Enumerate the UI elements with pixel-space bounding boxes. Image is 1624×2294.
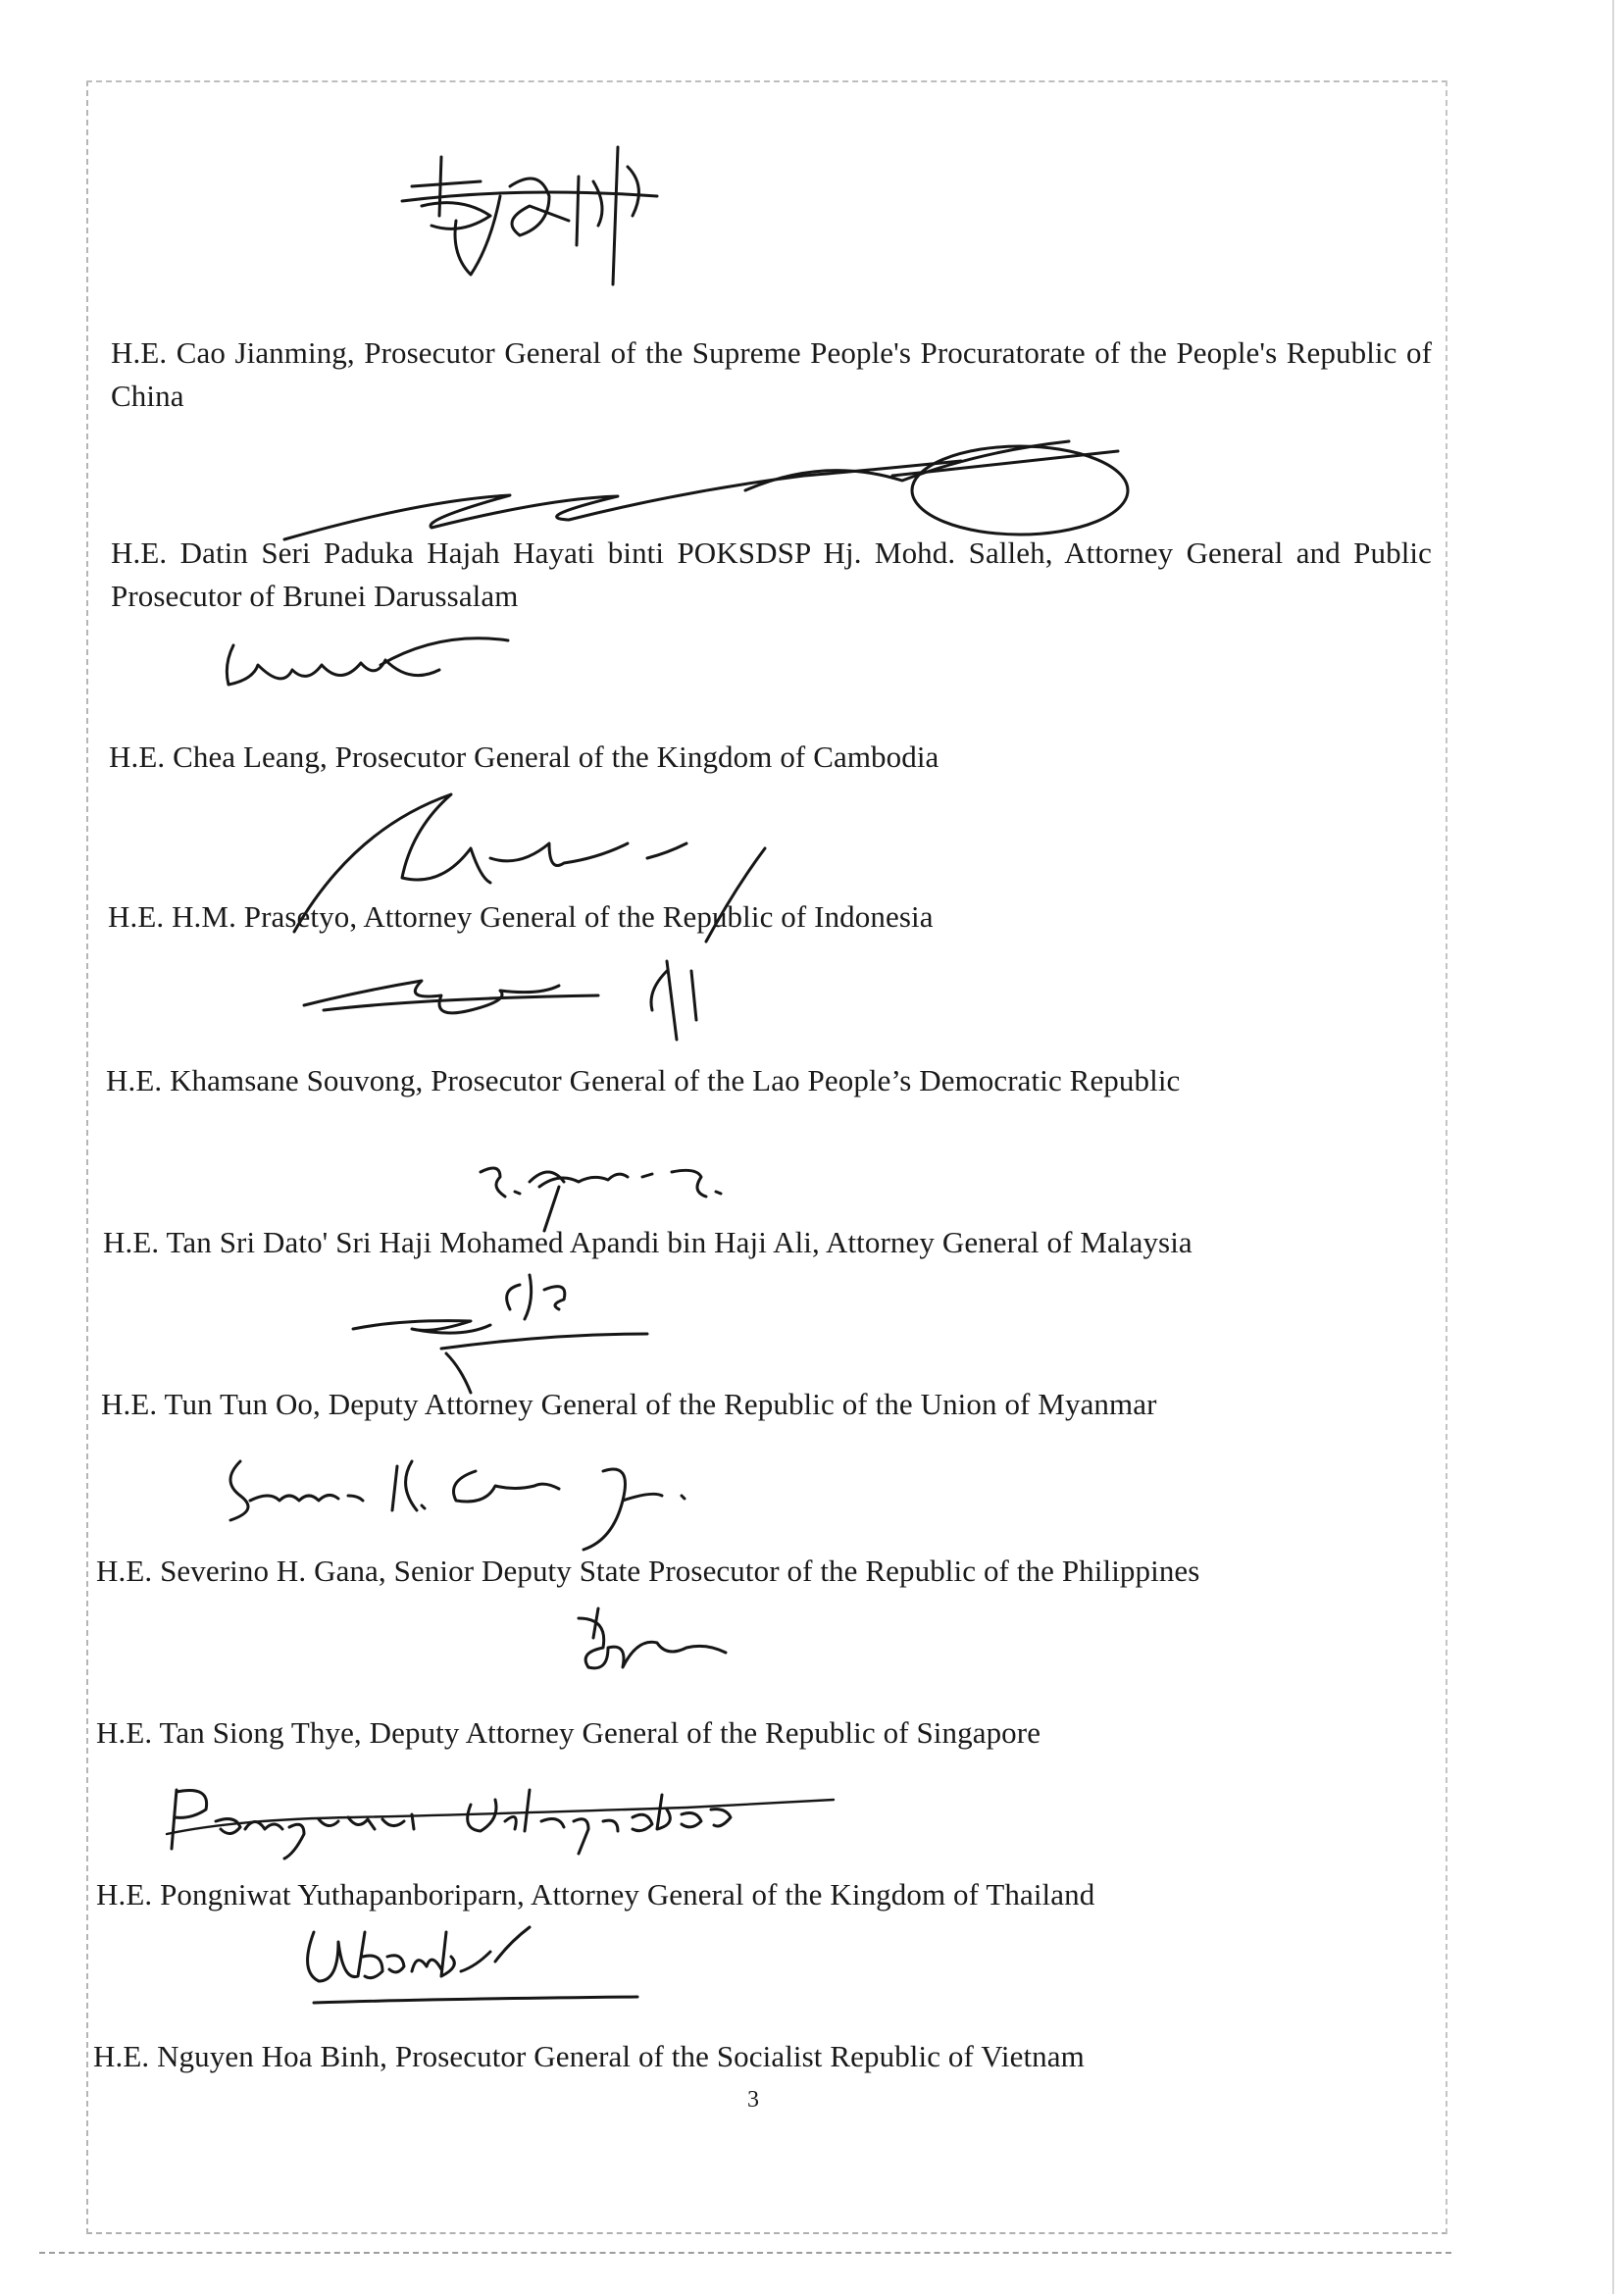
signatory-thailand: H.E. Pongniwat Yuthapanboriparn, Attorney General of the Kingdom of Thailand xyxy=(96,1877,1095,1912)
signatory-china: H.E. Cao Jianming, Prosecutor General of the Supreme People's Procuratorate of the People's Republic of China xyxy=(111,335,1432,413)
signature-cambodia xyxy=(214,626,528,704)
signatory-vietnam: H.E. Nguyen Hoa Binh, Prosecutor General of the Socialist Republic of Vietnam xyxy=(93,2039,1085,2073)
signatory-indonesia: H.E. H.M. Prasetyo, Attorney General of the Republic of Indonesia xyxy=(108,899,934,934)
signatory-singapore: H.E. Tan Siong Thye, Deputy Attorney General of the Republic of Singapore xyxy=(96,1715,1041,1750)
signature-brunei xyxy=(275,422,1157,549)
signatory-malaysia: H.E. Tan Sri Dato' Sri Haji Mohamed Apandi bin Haji Ali, Attorney General of Malaysia xyxy=(103,1225,1193,1259)
signatory-brunei: H.E. Datin Seri Paduka Hajah Hayati binti POKSDSP Hj. Mohd. Salleh, Attorney General and Public Prosecutor of Brunei Darussalam xyxy=(111,535,1432,613)
signature-lao xyxy=(304,951,716,1040)
signatory-philippines: H.E. Severino H. Gana, Senior Deputy State Prosecutor of the Republic of the Philippines xyxy=(96,1554,1200,1588)
scan-bottom-line xyxy=(39,2252,1451,2254)
signature-thailand xyxy=(157,1760,863,1868)
signature-singapore xyxy=(549,1599,736,1677)
signature-china xyxy=(402,127,677,294)
scan-edge xyxy=(1612,0,1614,2294)
signatory-lao: H.E. Khamsane Souvong, Prosecutor General of the Lao People’s Democratic Republic xyxy=(106,1063,1181,1097)
signatory-myanmar: H.E. Tun Tun Oo, Deputy Attorney General of the Republic of the Union of Myanmar xyxy=(101,1387,1157,1421)
signature-vietnam xyxy=(294,1912,667,2020)
signatory-cambodia: H.E. Chea Leang, Prosecutor General of the Kingdom of Cambodia xyxy=(109,739,939,774)
page-number: 3 xyxy=(747,2087,759,2113)
